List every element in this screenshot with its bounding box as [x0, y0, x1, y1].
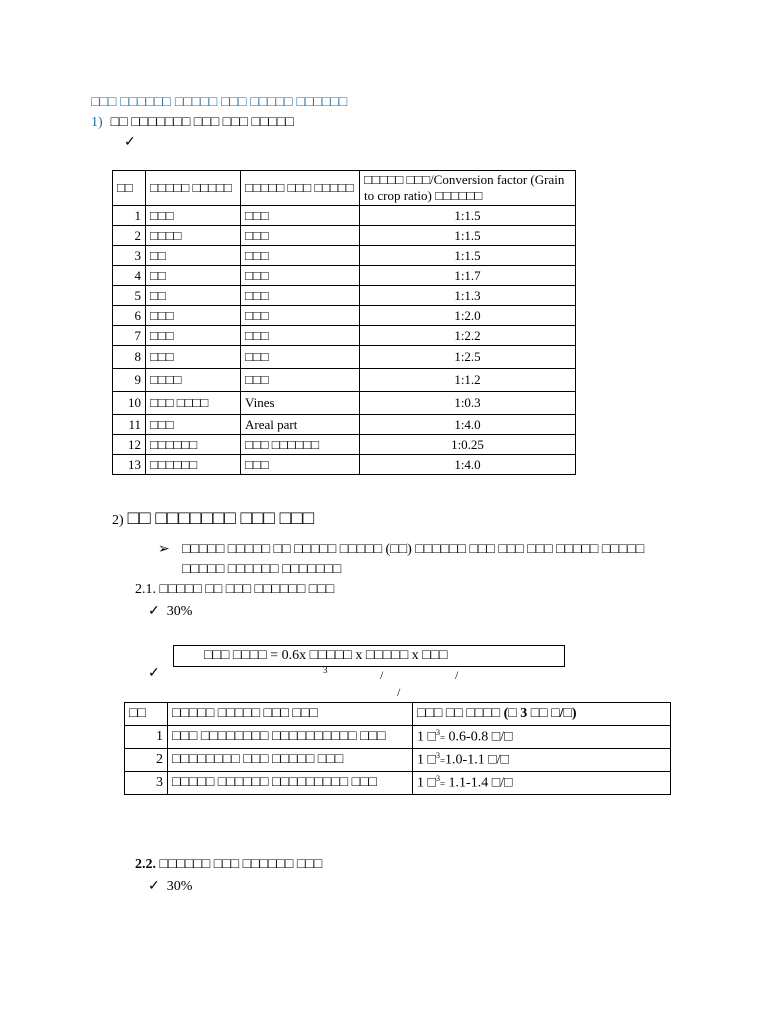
table-header-row	[113, 171, 576, 206]
header-density: □□□ □□ □□□□ (□ 3 □□ □/□)	[413, 703, 671, 726]
bullet-paragraph	[158, 540, 678, 580]
table-row	[125, 772, 671, 795]
row-desc: □□□ □□□□□□□□ □□□□□□□□□□ □□□	[168, 726, 413, 749]
table-row	[113, 346, 576, 369]
percent-value: 30%	[166, 604, 193, 619]
header-part: □□□□□ □□□ □□□□□	[241, 171, 360, 206]
row-crop: □□	[146, 286, 241, 306]
row-sn: 6	[113, 306, 146, 326]
row-ratio: 1:1.5	[360, 246, 576, 266]
subsection-2-2-title: 2.2. □□□□□□ □□□ □□□□□□ □□□	[135, 857, 323, 872]
row-part: □□□	[241, 326, 360, 346]
row-crop: □□□	[146, 346, 241, 369]
row-density: 1 □$^3$= 0.6-0.8 □/□	[413, 726, 671, 749]
section-2-label: □□ □□□□□□□ □□□ □□□	[127, 508, 315, 529]
row-ratio: 1:1.2	[360, 369, 576, 392]
bullet-text: □□□□□ □□□□□ □□ □□□□□ □□□□□ (□□) □□□□□□ □□□ □□□ □□□ □□□□□ □□□□□ □□□□□ □□□□□□ □□□□□□□	[182, 542, 645, 577]
row-part: □□□	[241, 286, 360, 306]
row-sn: 13	[113, 455, 146, 475]
row-crop: □□□□□□	[146, 435, 241, 455]
row-sn: 1	[125, 726, 168, 749]
row-density: 1 □$^3$= 1.1-1.4 □/□	[413, 772, 671, 795]
row-part: □□□	[241, 226, 360, 246]
row-crop: □□□	[146, 326, 241, 346]
table-row	[113, 455, 576, 475]
table-row	[113, 246, 576, 266]
table-row	[113, 392, 576, 415]
section-1-number: 1)	[91, 115, 103, 130]
page-heading: □□□ □□□□□□ □□□□□ □□□ □□□□□ □□□□□□	[91, 93, 348, 109]
row-desc: □□□□□ □□□□□□ □□□□□□□□□ □□□	[168, 772, 413, 795]
percent-value: 30%	[166, 879, 193, 894]
row-ratio: 1:2.0	[360, 306, 576, 326]
row-part: □□□	[241, 246, 360, 266]
table-row	[113, 266, 576, 286]
row-sn: 3	[125, 772, 168, 795]
row-part: □□□	[241, 206, 360, 226]
row-sn: 11	[113, 415, 146, 435]
section-2-title	[112, 508, 314, 530]
slash-mark: /	[455, 668, 459, 682]
row-desc: □□□□□□□□ □□□ □□□□□ □□□	[168, 749, 413, 772]
row-sn: 5	[113, 286, 146, 306]
formula-box	[173, 645, 565, 667]
row-sn: 10	[113, 392, 146, 415]
row-crop: □□□ □□□□	[146, 392, 241, 415]
section-1-label: □□ □□□□□□□ □□□ □□□ □□□□□	[110, 115, 294, 130]
subsection-2-2-percent	[148, 878, 192, 895]
row-crop: □□□□	[146, 226, 241, 246]
row-sn: 7	[113, 326, 146, 346]
row-crop: □□□□	[146, 369, 241, 392]
row-part: Vines	[241, 392, 360, 415]
header-crop: □□□□□ □□□□□	[146, 171, 241, 206]
table-row	[113, 306, 576, 326]
slash-mark: /	[380, 668, 384, 682]
row-ratio: 1:1.7	[360, 266, 576, 286]
row-crop: □□□	[146, 415, 241, 435]
row-sn: 2	[125, 749, 168, 772]
row-density: 1 □$^3$=1.0-1.1 □/□	[413, 749, 671, 772]
table-row	[113, 226, 576, 246]
table-row	[125, 726, 671, 749]
row-crop: □□□	[146, 306, 241, 326]
row-sn: 3	[113, 246, 146, 266]
superscript-3: 3	[323, 665, 328, 675]
subsection-2-1-percent	[148, 603, 192, 620]
arrow-bullet-icon: ➢	[158, 542, 170, 557]
checkmark-icon: ✓	[124, 135, 136, 150]
row-ratio: 1:4.0	[360, 455, 576, 475]
density-table	[124, 702, 671, 795]
header-ratio: □□□□□ □□□/Conversion factor (Grain to crop ratio) □□□□□□	[360, 171, 576, 206]
table-row	[113, 369, 576, 392]
row-part: □□□	[241, 369, 360, 392]
row-crop: □□	[146, 266, 241, 286]
row-ratio: 1:2.2	[360, 326, 576, 346]
header-sn: □□	[125, 703, 168, 726]
conversion-factor-table	[112, 170, 576, 475]
row-ratio: 1:0.3	[360, 392, 576, 415]
slash-mark: /	[397, 685, 401, 699]
checkmark-icon: ✓	[148, 879, 160, 894]
row-crop: □□□	[146, 206, 241, 226]
row-sn: 9	[113, 369, 146, 392]
section-2-number: 2)	[112, 513, 124, 528]
row-part: □□□ □□□□□□	[241, 435, 360, 455]
row-ratio: 1:1.3	[360, 286, 576, 306]
checkmark-icon: ✓	[148, 666, 160, 681]
row-sn: 2	[113, 226, 146, 246]
row-part: □□□	[241, 266, 360, 286]
row-sn: 12	[113, 435, 146, 455]
row-ratio: 1:1.5	[360, 206, 576, 226]
table-row	[113, 435, 576, 455]
subsection-2-1-title: 2.1. □□□□□ □□ □□□ □□□□□□ □□□	[135, 582, 335, 597]
table-row	[113, 415, 576, 435]
header-desc: □□□□□ □□□□□ □□□ □□□	[168, 703, 413, 726]
row-ratio: 1:0.25	[360, 435, 576, 455]
row-part: □□□	[241, 306, 360, 326]
table-row	[125, 749, 671, 772]
row-sn: 4	[113, 266, 146, 286]
section-1-title	[91, 115, 294, 131]
row-ratio: 1:4.0	[360, 415, 576, 435]
row-ratio: 1:2.5	[360, 346, 576, 369]
row-sn: 1	[113, 206, 146, 226]
row-crop: □□	[146, 246, 241, 266]
formula-text: □□□ □□□□ = 0.6x □□□□□ x □□□□□ x □□□	[204, 648, 448, 663]
table-row	[113, 286, 576, 306]
row-part: Areal part	[241, 415, 360, 435]
row-crop: □□□□□□	[146, 455, 241, 475]
header-sn: □□	[113, 171, 146, 206]
table-row	[113, 326, 576, 346]
table-header-row	[125, 703, 671, 726]
row-ratio: 1:1.5	[360, 226, 576, 246]
row-part: □□□	[241, 346, 360, 369]
row-sn: 8	[113, 346, 146, 369]
row-part: □□□	[241, 455, 360, 475]
checkmark-icon: ✓	[148, 604, 160, 619]
table-row	[113, 206, 576, 226]
